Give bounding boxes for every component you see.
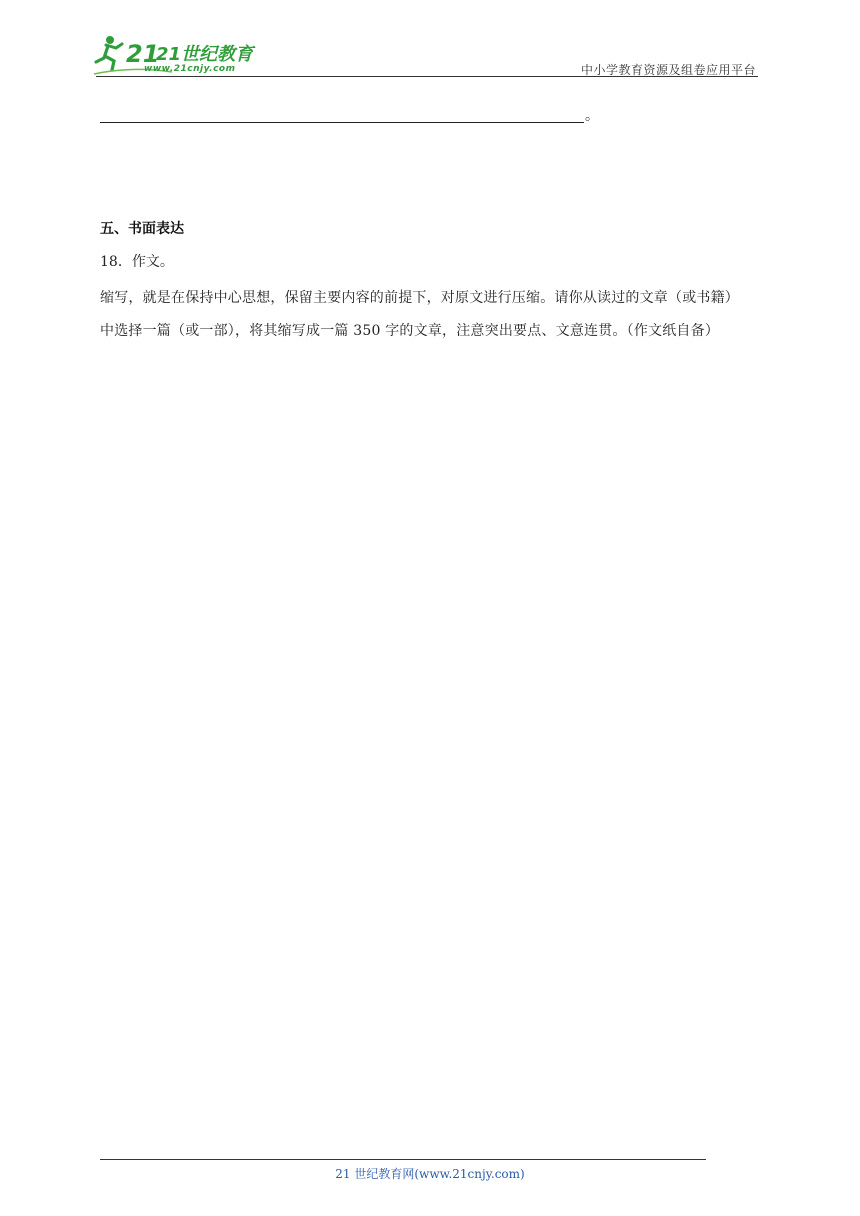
footer-divider bbox=[100, 1159, 706, 1160]
logo-url-text: www.21cnjy.com bbox=[144, 64, 236, 74]
svg-text:21: 21 bbox=[126, 40, 160, 68]
answer-end-punctuation: 。 bbox=[585, 108, 599, 124]
question-text-line-2: 中选择一篇（或一部），将其缩写成一篇 350 字的文章，注意突出要点、文意连贯。（作文纸自备） bbox=[100, 323, 720, 339]
question-title: 18．作文。 bbox=[100, 254, 174, 270]
logo-brand-text: 21世纪教育 bbox=[156, 44, 254, 65]
answer-blank-line bbox=[100, 122, 584, 123]
header-divider bbox=[96, 76, 758, 77]
page-header bbox=[0, 0, 860, 80]
section-title: 五、书面表达 bbox=[100, 221, 184, 237]
question-text-line-1: 缩写，就是在保持中心思想，保留主要内容的前提下，对原文进行压缩。请你从读过的文章（或书籍） bbox=[100, 290, 739, 306]
site-logo bbox=[92, 34, 262, 78]
footer-site-link[interactable]: 21 世纪教育网(www.21cnjy.com) bbox=[335, 1167, 525, 1181]
platform-label: 中小学教育资源及组卷应用平台 bbox=[580, 63, 756, 77]
